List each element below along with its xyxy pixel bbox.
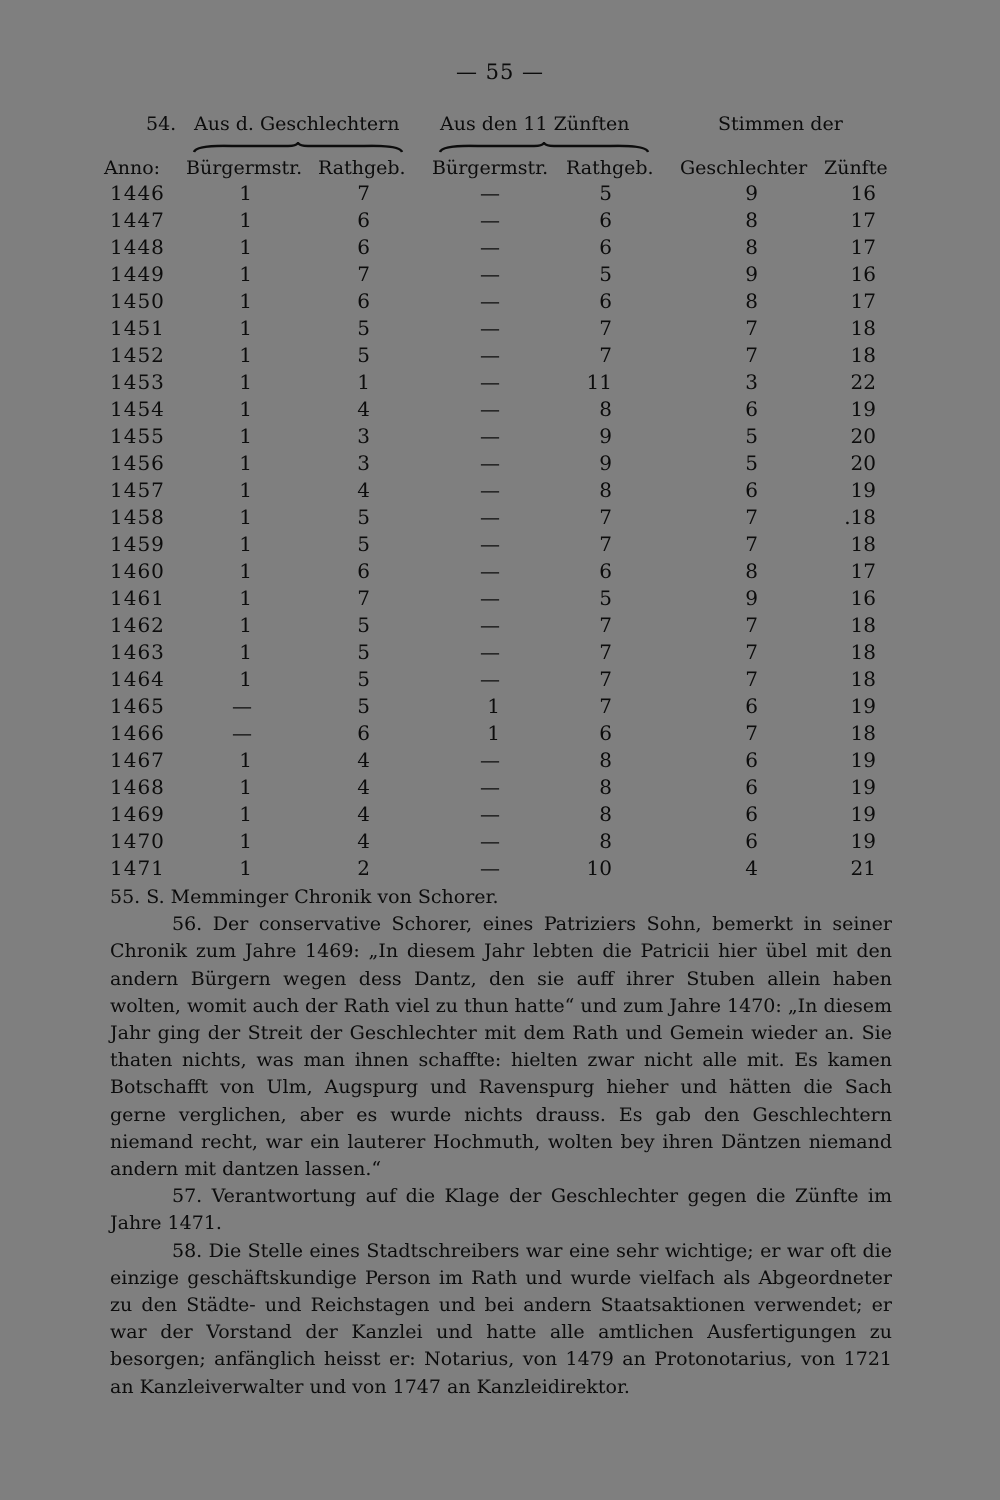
table-cell: 5 (357, 613, 370, 637)
table-cell: 7 (599, 316, 612, 340)
table-cell: 1 (239, 478, 252, 502)
table-cell: 7 (745, 721, 758, 745)
table-cell: 5 (357, 640, 370, 664)
table-cell: 8 (745, 235, 758, 259)
col-buergermstr-zuenfte: Bürgermstr. (432, 157, 549, 179)
table-cell: 18 (850, 343, 876, 367)
table-cell: 6 (357, 721, 370, 745)
table-row (110, 558, 876, 585)
note-58: 58. Die Stelle eines Stadtschreibers war eine sehr wichtige; er war oft die einzige geschäftskundige Person im Rath und wurde vielfach als Abgeordneter zu den Städte- und Reichstagen und bei andern Staatsaktionen verwendet; er war der Vorstand der Kanzlei und hatte alle amtlichen Ausfertigungen zu besorgen; anfänglich heisst er: Notarius, von 1479 an Protonotarius, von 1721 an Kanzleiverwalter und von 1747 an Kanzleidirektor. (110, 1239, 892, 1398)
table-cell: 18 (850, 316, 876, 340)
table-cell: 1 (487, 721, 500, 745)
note-number-54: 54. (146, 113, 177, 135)
table-cell: — (480, 316, 500, 340)
table-cell: 1450 (110, 289, 165, 313)
col-buergermstr-geschlechter: Bürgermstr. (186, 157, 303, 179)
table-cell: 1 (239, 181, 252, 205)
table-cell: 9 (599, 451, 612, 475)
table-cell: 5 (357, 343, 370, 367)
table-cell: 5 (599, 181, 612, 205)
table-row (110, 288, 876, 315)
table-row (110, 396, 876, 423)
table-cell: 9 (745, 262, 758, 286)
note-56: 56. Der conservative Schorer, eines Patriziers Sohn, bemerkt in seiner Chronik zum Jahre 1469: „In diesem Jahr lebten die Patricii hier übel mit den andern Bürgern wegen dess Dantz, den sie auff ihrer Stuben allein haben wolten, womit auch der Rath viel zu thun hatte“ und zum Jahre 1470: „In diesem Jahr ging der Streit der Geschlechter mit dem Rath und Gemein wieder an. Sie thaten nichts, was man ihnen schaffte: hielten zwar nicht alle mit. Es kamen Botschafft von Ulm, Augspurg und Ravenspurg hieher und hätten die Sach gerne verglichen, aber es wurde nichts drauss. Es gab den Geschlechtern niemand recht, war ein lauterer Hochmuth, wolten bey ihren Däntzen niemand andern mit dantzen lassen.“ (110, 913, 892, 1181)
table-cell: 1453 (110, 370, 165, 394)
table-cell: 1 (239, 856, 252, 880)
table-cell: 8 (599, 775, 612, 799)
table-row (110, 693, 876, 720)
table-cell: 7 (745, 532, 758, 556)
table-cell: 1 (239, 829, 252, 853)
table-cell: 11 (586, 370, 612, 394)
table-cell: 7 (599, 505, 612, 529)
table-cell: 6 (357, 289, 370, 313)
table-cell: 5 (357, 316, 370, 340)
table-cell: — (480, 451, 500, 475)
table-cell: 4 (357, 829, 370, 853)
table-cell: 18 (850, 640, 876, 664)
table-cell: 1 (239, 208, 252, 232)
table-cell: 7 (599, 532, 612, 556)
table-cell: 8 (599, 802, 612, 826)
table-cell: 7 (357, 262, 370, 286)
table-row (110, 855, 876, 882)
table-cell: 6 (745, 748, 758, 772)
table-row (110, 423, 876, 450)
table-cell: 1 (239, 316, 252, 340)
table-cell: 19 (850, 802, 876, 826)
table-cell: 7 (745, 667, 758, 691)
table-cell: 19 (850, 829, 876, 853)
table-row (110, 828, 876, 855)
table-cell: 7 (599, 694, 612, 718)
table-cell: 5 (357, 532, 370, 556)
table-cell: 19 (850, 397, 876, 421)
table-cell: 7 (357, 586, 370, 610)
table-cell: 21 (850, 856, 876, 880)
table-cell: 1463 (110, 640, 165, 664)
table-cell: 6 (745, 829, 758, 853)
table-cell: 6 (357, 208, 370, 232)
table-cell: — (232, 694, 252, 718)
table-cell: 1471 (110, 856, 165, 880)
footnotes (110, 884, 892, 1401)
table-cell: — (480, 748, 500, 772)
table-cell: 1460 (110, 559, 165, 583)
table-cell: 6 (357, 559, 370, 583)
table-cell: 2 (357, 856, 370, 880)
table-cell: 1 (357, 370, 370, 394)
table-cell: 1464 (110, 667, 165, 691)
table-cell: 7 (599, 667, 612, 691)
table-cell: 7 (745, 343, 758, 367)
table-cell: 8 (599, 748, 612, 772)
table-cell: 17 (850, 559, 876, 583)
table-cell: — (480, 478, 500, 502)
table-cell: — (480, 856, 500, 880)
table-cell: 7 (745, 640, 758, 664)
table-cell: — (480, 424, 500, 448)
table-row (110, 666, 876, 693)
table-cell: 1461 (110, 586, 165, 610)
table-cell: 18 (850, 667, 876, 691)
table-cell: 1 (239, 397, 252, 421)
table-cell: 1470 (110, 829, 165, 853)
table-cell: 1455 (110, 424, 165, 448)
table-cell: 7 (599, 640, 612, 664)
table-cell: 1459 (110, 532, 165, 556)
brace-geschlechtern (192, 142, 404, 154)
table-cell: 18 (850, 721, 876, 745)
table-cell: 19 (850, 748, 876, 772)
table-cell: 8 (599, 397, 612, 421)
table-cell: 1468 (110, 775, 165, 799)
table-cell: 17 (850, 235, 876, 259)
table-cell: 1454 (110, 397, 165, 421)
table-cell: 4 (745, 856, 758, 880)
table-row (110, 207, 876, 234)
table-cell: 1 (239, 370, 252, 394)
table-cell: 1 (239, 289, 252, 313)
table-cell: — (480, 613, 500, 637)
table-cell: 3 (357, 424, 370, 448)
table-cell: — (480, 289, 500, 313)
table-cell: — (480, 532, 500, 556)
table-cell: 7 (745, 316, 758, 340)
table-cell: 1 (239, 532, 252, 556)
table-cell: 1457 (110, 478, 165, 502)
table-cell: 9 (745, 586, 758, 610)
table-cell: — (480, 667, 500, 691)
table-cell: — (480, 181, 500, 205)
table-row (110, 234, 876, 261)
table-cell: — (232, 721, 252, 745)
table-cell: 3 (745, 370, 758, 394)
col-rathgeb-geschlechter: Rathgeb. (318, 157, 406, 179)
table-cell: 7 (599, 343, 612, 367)
table-cell: — (480, 235, 500, 259)
table-cell: 9 (745, 181, 758, 205)
table-cell: 1 (239, 802, 252, 826)
table-cell: 10 (586, 856, 612, 880)
table-cell: 17 (850, 289, 876, 313)
table-cell: 4 (357, 478, 370, 502)
table-cell: 1 (239, 586, 252, 610)
table-cell: 1469 (110, 802, 165, 826)
table-cell: 5 (599, 586, 612, 610)
table-row (110, 801, 876, 828)
table-cell: 6 (599, 289, 612, 313)
table-cell: 1447 (110, 208, 165, 232)
table-cell: 4 (357, 802, 370, 826)
group-geschlechtern: Aus d. Geschlechtern (194, 113, 400, 135)
table-row (110, 477, 876, 504)
table-cell: 6 (599, 208, 612, 232)
table-cell: 1456 (110, 451, 165, 475)
table-cell: 20 (850, 424, 876, 448)
table-cell: — (480, 208, 500, 232)
table-cell: 19 (850, 775, 876, 799)
table-cell: 1 (239, 613, 252, 637)
table-row (110, 612, 876, 639)
table-cell: 7 (745, 613, 758, 637)
table-cell: 1 (239, 559, 252, 583)
table-cell: 1466 (110, 721, 165, 745)
table-row (110, 639, 876, 666)
table-cell: 1465 (110, 694, 165, 718)
table-cell: 5 (745, 451, 758, 475)
col-stimmen-zuenfte: Zünfte (824, 157, 888, 179)
table-cell: — (480, 262, 500, 286)
table-cell: 4 (357, 397, 370, 421)
table-cell: 9 (599, 424, 612, 448)
table-cell: 5 (745, 424, 758, 448)
table-cell: 1 (487, 694, 500, 718)
table-row (110, 585, 876, 612)
table-cell: 1 (239, 424, 252, 448)
table-cell: 16 (850, 586, 876, 610)
table-cell: 6 (745, 397, 758, 421)
col-stimmen-geschlechter: Geschlechter (680, 157, 808, 179)
table-cell: 16 (850, 181, 876, 205)
table-group-header (110, 113, 890, 141)
table-cell: 1 (239, 343, 252, 367)
col-rathgeb-zuenfte: Rathgeb. (566, 157, 654, 179)
table-row (110, 450, 876, 477)
table-cell: 6 (599, 559, 612, 583)
table-cell: 1458 (110, 505, 165, 529)
page-number: — 55 — (455, 60, 545, 84)
table-cell: 8 (745, 559, 758, 583)
table-cell: 6 (357, 235, 370, 259)
table-cell: .18 (844, 505, 876, 529)
table-cell: 1 (239, 505, 252, 529)
table-cell: 6 (745, 694, 758, 718)
table-cell: 1 (239, 667, 252, 691)
table-cell: — (480, 559, 500, 583)
table-cell: — (480, 505, 500, 529)
table-row (110, 369, 876, 396)
table-cell: 1446 (110, 181, 165, 205)
table-row (110, 342, 876, 369)
table-cell: 6 (745, 775, 758, 799)
table-cell: 8 (599, 478, 612, 502)
table-cell: 1 (239, 748, 252, 772)
table-cell: 6 (745, 802, 758, 826)
table-cell: — (480, 343, 500, 367)
table-cell: 5 (357, 694, 370, 718)
table-cell: — (480, 775, 500, 799)
note-55: 55. S. Memminger Chronik von Schorer. (110, 886, 499, 908)
table-row (110, 720, 876, 747)
table-cell: 1 (239, 262, 252, 286)
table-cell: 5 (357, 667, 370, 691)
table-cell: 3 (357, 451, 370, 475)
table-cell: 16 (850, 262, 876, 286)
table-row (110, 531, 876, 558)
table-cell: 8 (745, 289, 758, 313)
group-zuenften: Aus den 11 Zünften (440, 113, 630, 135)
table-cell: 6 (599, 235, 612, 259)
table-cell: 1 (239, 451, 252, 475)
table-cell: 1462 (110, 613, 165, 637)
table-cell: 5 (357, 505, 370, 529)
table-cell: — (480, 829, 500, 853)
table-cell: 1449 (110, 262, 165, 286)
table-row (110, 774, 876, 801)
group-stimmen: Stimmen der (718, 113, 843, 135)
table-cell: 4 (357, 748, 370, 772)
table-cell: — (480, 586, 500, 610)
table-cell: 22 (850, 370, 876, 394)
table-cell: 4 (357, 775, 370, 799)
table-cell: — (480, 397, 500, 421)
table-row (110, 315, 876, 342)
table-row (110, 747, 876, 774)
table-row (110, 504, 876, 531)
table-cell: 7 (599, 613, 612, 637)
col-anno: Anno: (104, 157, 161, 179)
table-cell: 1448 (110, 235, 165, 259)
table-cell: 19 (850, 694, 876, 718)
table-cell: — (480, 370, 500, 394)
table-cell: 1 (239, 235, 252, 259)
table-cell: 6 (599, 721, 612, 745)
table-cell: 18 (850, 532, 876, 556)
table-cell: 6 (745, 478, 758, 502)
table-cell: 5 (599, 262, 612, 286)
table-cell: 7 (357, 181, 370, 205)
table-cell: 19 (850, 478, 876, 502)
table-cell: 1452 (110, 343, 165, 367)
table-row (110, 180, 876, 207)
council-table-body (110, 180, 876, 882)
table-cell: — (480, 802, 500, 826)
table-cell: 8 (599, 829, 612, 853)
table-row (110, 261, 876, 288)
note-57: 57. Verantwortung auf die Klage der Geschlechter gegen die Zünfte im Jahre 1471. (110, 1185, 892, 1235)
brace-zuenften (438, 142, 650, 154)
table-cell: 17 (850, 208, 876, 232)
table-cell: 1 (239, 775, 252, 799)
table-cell: 18 (850, 613, 876, 637)
council-table (110, 180, 876, 882)
table-cell: 1451 (110, 316, 165, 340)
table-cell: 1467 (110, 748, 165, 772)
table-cell: — (480, 640, 500, 664)
table-cell: 8 (745, 208, 758, 232)
table-cell: 7 (745, 505, 758, 529)
table-cell: 1 (239, 640, 252, 664)
table-cell: 20 (850, 451, 876, 475)
